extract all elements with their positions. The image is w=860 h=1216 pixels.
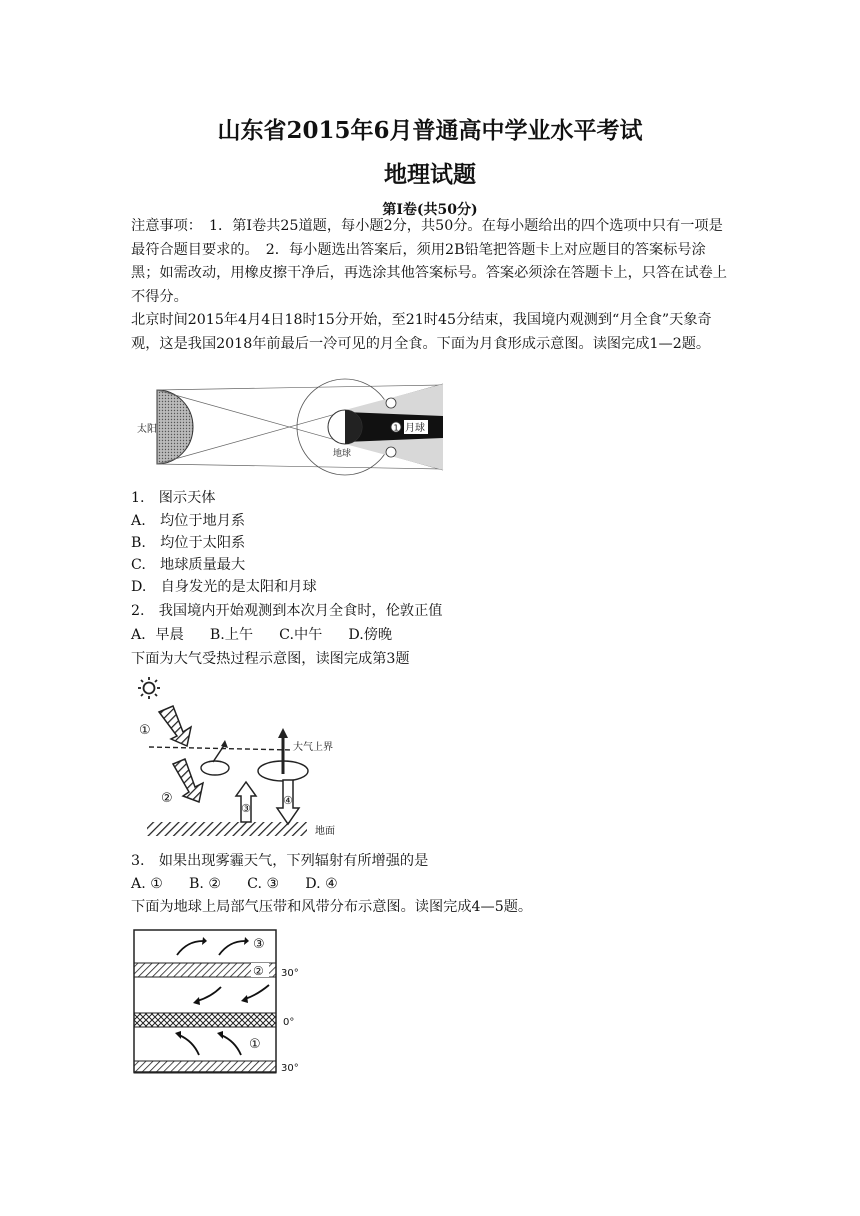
moon-upper: [386, 398, 396, 408]
cloud-left: [201, 761, 229, 775]
lat-label-30-south: 30°: [281, 1063, 299, 1074]
q3-options: [131, 873, 364, 895]
lat-label-equator: 0°: [283, 1017, 295, 1028]
exam-title: 山东省2015年6月普通高中学业水平考试: [217, 117, 643, 144]
lat-label-30-north: 30°: [281, 968, 299, 979]
q2-option-d: D.傍晚: [348, 627, 393, 643]
marker-4: ④: [283, 794, 293, 807]
q1-option-a: A. 均位于地月系: [131, 513, 246, 529]
marker-1: ①: [249, 1037, 261, 1052]
sun-shape: [157, 390, 193, 464]
passage-2: 下面为大气受热过程示意图，读图完成第3题: [131, 651, 410, 667]
sun-icon: [138, 677, 160, 699]
q3-stem: 3. 如果出现雾霾天气，下列辐射有所增强的是: [131, 853, 429, 869]
q1-option-d: D. 自身发光的是太阳和月球: [131, 579, 317, 595]
moon-label: 月球: [405, 423, 425, 434]
lunar-eclipse-figure: [137, 382, 447, 480]
exam-subtitle: 地理试题: [384, 161, 476, 188]
arrow-1: [159, 706, 191, 746]
q1-option-c: C. 地球质量最大: [131, 557, 246, 573]
q2-option-a: A．早晨: [131, 627, 184, 643]
q1-option-b: B. 均位于太阳系: [131, 535, 246, 551]
passage-3: 下面为地球上局部气压带和风带分布示意图。读图完成4—5题。: [131, 899, 533, 915]
q2-options: [131, 624, 418, 646]
q2-stem: 2. 我国境内开始观测到本次月全食时，伦敦正值: [131, 603, 443, 619]
passage-1: 北京时间2015年4月4日18时15分开始，至21时45分结束，我国境内观测到“月全食”天象奇观，这是我国2018年前最后一冷可见的月全食。下面为月食形成示意图。读图完成1—2题。: [131, 312, 712, 352]
q2-option-c: C.中午: [279, 627, 323, 643]
moon-marker: 1: [393, 423, 399, 433]
marker-1: ①: [139, 723, 151, 738]
q3-option-b: B. ②: [188, 876, 222, 892]
top-of-atmosphere-label: 大气上界: [293, 742, 333, 753]
section-heading: 第Ⅰ卷(共50分): [382, 202, 478, 218]
q3-option-d: D. ④: [305, 876, 338, 892]
q3-option-a: A. ①: [131, 876, 163, 892]
moon-lower: [386, 447, 396, 457]
earth-label: 地球: [333, 449, 352, 459]
ground: [147, 822, 307, 836]
atmosphere-heating-figure: [133, 672, 358, 844]
marker-3: ③: [241, 802, 251, 815]
q3-option-c: C. ③: [247, 876, 280, 892]
pressure-wind-belts-figure: [131, 927, 311, 1077]
pressure-belt-equator: [134, 1013, 276, 1027]
marker-3: ③: [253, 937, 265, 952]
marker-2: ②: [253, 964, 264, 978]
marker-2: ②: [161, 791, 173, 806]
q1-stem: 1. 图示天体: [131, 490, 216, 506]
q2-option-b: B.上午: [209, 627, 254, 643]
notice-text: 注意事项： 1．第Ⅰ卷共25道题，每小题2分，共50分。在每小题给出的四个选项中只有一项是最符合题目要求的。 2．每小题选出答案后，须用2B铅笔把答题卡上对应题目的答案标号涂黑；如需改动，用橡皮擦干净后，再选涂其他答案标号。答案必须涂在答题卡上，只答在试卷上不得分。: [131, 218, 727, 305]
arrow-2: [173, 759, 203, 802]
pressure-belt-lower: [134, 1061, 276, 1073]
ground-label: 地面: [315, 826, 335, 837]
sun-label: 太阳: [137, 424, 157, 435]
